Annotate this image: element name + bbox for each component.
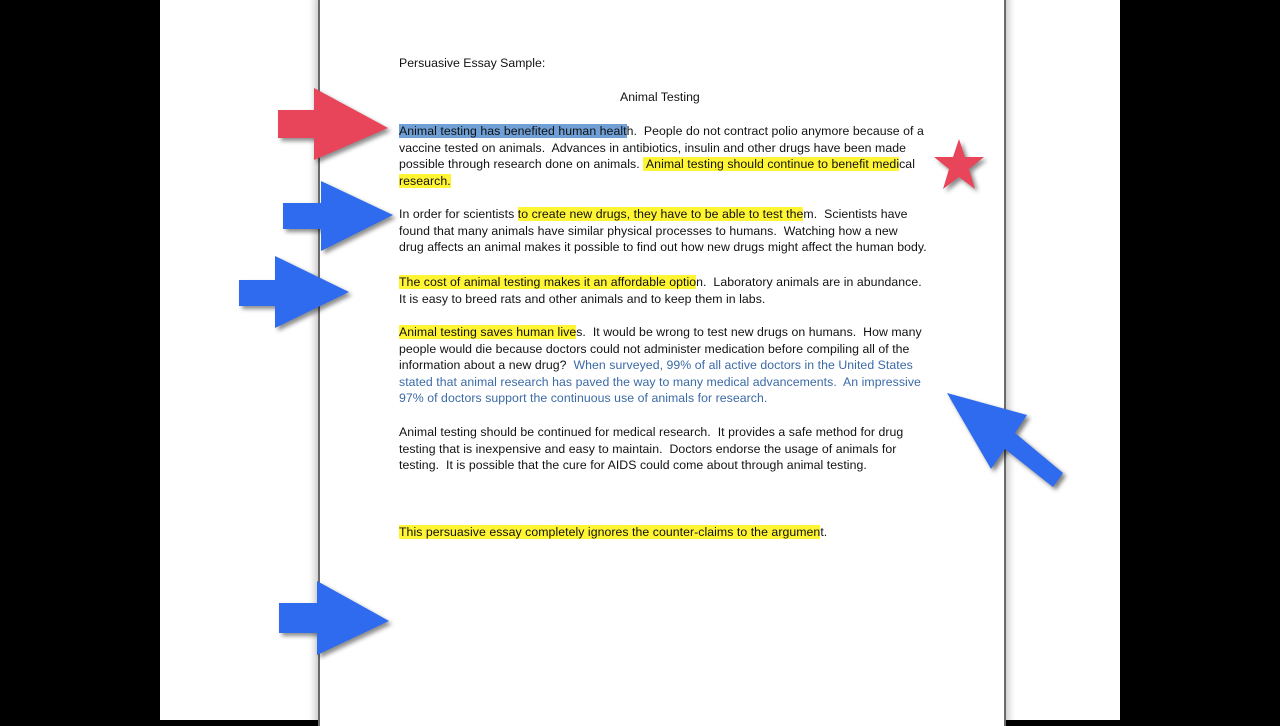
paragraph-6-conclusion-note: [399, 524, 944, 541]
text-line: [399, 524, 944, 541]
essay-title: Animal Testing: [620, 90, 700, 104]
paragraph-2: [399, 206, 944, 256]
body-text: n. Laboratory animals are in abundance.: [696, 275, 922, 289]
body-text: m. Scientists have: [803, 207, 908, 221]
body-text: s. It would be wrong to test new drugs on humans. How many: [576, 325, 922, 339]
highlighted-text: Animal testing saves human live: [399, 325, 577, 339]
highlighted-text: The cost of animal testing makes it an affordable optio: [399, 275, 697, 289]
text-line: [399, 140, 944, 157]
text-line: [399, 274, 944, 291]
paragraph-3: [399, 274, 944, 307]
body-text: drug affects an animal makes it possible to find out how new drugs might affect the human body.: [399, 240, 927, 255]
text-line: [399, 374, 944, 391]
text-line: [399, 173, 944, 190]
blue-arrow-right-icon: [283, 181, 395, 255]
text-line: [399, 291, 944, 308]
body-text: h. People do not contract polio anymore because of a: [626, 124, 924, 138]
body-text: It is easy to breed rats and other animals and to keep them in labs.: [399, 291, 766, 306]
body-text: In order for scientists: [399, 207, 518, 221]
body-text: testing. It is possible that the cure for AIDS could come about through animal testing.: [399, 458, 867, 473]
evidence-text: When surveyed, 99% of all active doctors in the United States: [573, 358, 913, 373]
blue-arrow-right-icon: [239, 256, 351, 330]
red-star-icon: [932, 139, 986, 191]
body-text: people would die because doctors could not administer medication before compiling all of the: [399, 341, 910, 356]
paragraph-1: [399, 123, 944, 189]
text-line: [399, 424, 944, 441]
text-line: [399, 341, 944, 358]
text-line: [399, 156, 944, 173]
highlighted-text: research.: [399, 173, 451, 188]
paragraph-4: [399, 324, 944, 407]
essay-heading: Persuasive Essay Sample:: [399, 56, 546, 70]
red-arrow-right-icon: [278, 88, 390, 162]
blue-arrow-right-icon: [279, 581, 391, 657]
highlighted-text: Animal testing should continue to benefit medi: [643, 157, 900, 172]
selected-text: Animal testing has benefited human healt: [399, 124, 627, 138]
body-text: found that many animals have similar physical processes to humans. Watching how a new: [399, 223, 898, 238]
text-line: [399, 457, 944, 474]
body-text: testing that is inexpensive and easy to maintain. Doctors endorse the usage of animals for: [399, 441, 897, 456]
paragraph-5: [399, 424, 944, 474]
text-line: [399, 123, 944, 140]
evidence-text: stated that animal research has paved the way to many medical advancements. An impressive: [399, 374, 921, 389]
text-line: [399, 223, 944, 240]
body-text: information about a new drug?: [399, 358, 574, 373]
body-text: cal: [899, 157, 915, 172]
text-line: [399, 390, 944, 407]
body-text: Animal testing should be continued for medical research. It provides a safe method for drug: [399, 425, 904, 439]
body-text: vaccine tested on animals. Advances in antibiotics, insulin and other drugs have been made: [399, 140, 906, 155]
text-line: [399, 324, 944, 341]
evidence-text: 97% of doctors support the continuous use of animals for research.: [399, 391, 768, 406]
highlighted-text: This persuasive essay completely ignores the counter-claims to the argumen: [399, 525, 821, 539]
text-line: [399, 239, 944, 256]
blue-arrow-up-left-icon: [947, 393, 1067, 493]
text-line: [399, 441, 944, 458]
text-line: [399, 206, 944, 223]
body-text: possible through research done on animals.: [399, 157, 644, 172]
text-line: [399, 357, 944, 374]
highlighted-text: to create new drugs, they have to be able to test the: [517, 207, 804, 221]
body-text: t.: [820, 525, 828, 539]
